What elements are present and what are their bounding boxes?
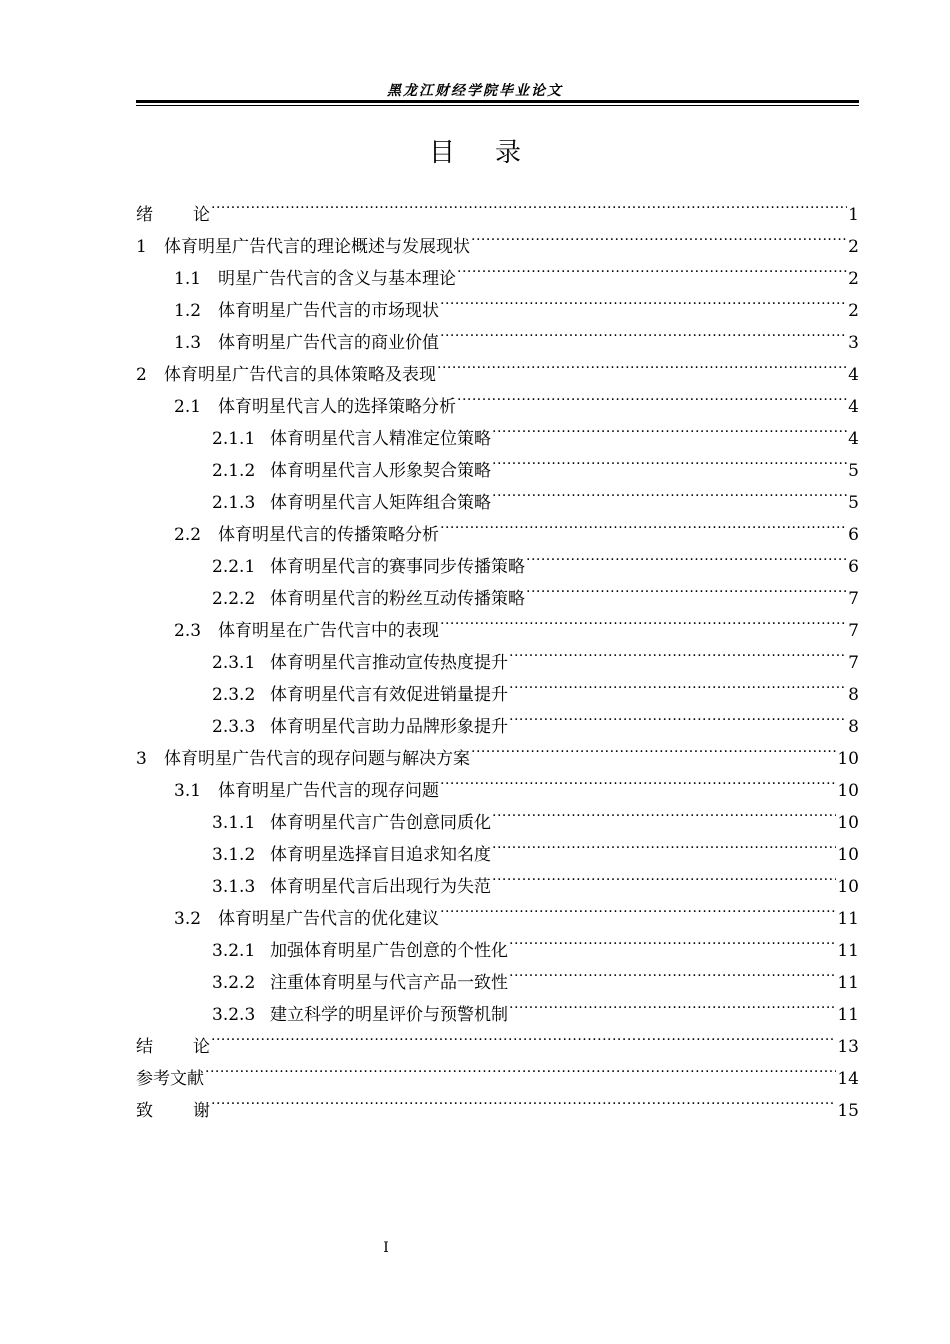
header-rule-thin <box>136 105 859 106</box>
toc-entry-number: 2.3 <box>174 621 202 641</box>
toc-entry-page: 6 <box>848 557 859 577</box>
toc-entry-page: 4 <box>848 429 859 449</box>
toc-entry-page: 8 <box>848 717 859 737</box>
toc-entry-title: 体育明星广告代言的市场现状 <box>218 301 439 321</box>
toc-leader-dots <box>205 1052 836 1084</box>
toc-entry-page: 1 <box>848 205 859 225</box>
toc-leader-dots <box>440 764 836 796</box>
toc-leader-dots <box>492 412 847 444</box>
toc-entry-page: 10 <box>837 749 859 769</box>
toc-entry-title: 致谢 <box>136 1101 210 1121</box>
toc-leader-dots <box>492 444 847 476</box>
toc-leader-dots <box>471 732 836 764</box>
toc-entry-title: 体育明星广告代言的商业价值 <box>218 333 439 353</box>
toc-entry-page: 10 <box>837 845 859 865</box>
toc-entry[interactable] <box>136 188 859 225</box>
toc-entry-title: 结论 <box>136 1037 210 1057</box>
toc-entry-number: 2.1 <box>174 397 202 417</box>
toc-entry-page: 11 <box>837 973 859 993</box>
toc-leader-dots <box>509 636 847 668</box>
toc-entry[interactable] <box>136 220 859 257</box>
toc-entry-number: 3 <box>136 749 147 769</box>
toc-entry-title: 体育明星选择盲目追求知名度 <box>270 845 491 865</box>
toc-entry[interactable] <box>136 1052 859 1089</box>
toc-entry-title: 体育明星广告代言的理论概述与发展现状 <box>164 237 470 257</box>
toc-entry-page: 15 <box>837 1101 859 1121</box>
toc-leader-dots <box>437 348 847 380</box>
toc-entry-title: 体育明星代言有效促进销量提升 <box>270 685 508 705</box>
toc-entry-number: 3.1 <box>174 781 202 801</box>
page-number: I <box>383 1240 389 1256</box>
toc-leader-dots <box>509 988 836 1020</box>
toc-leader-dots <box>440 892 836 924</box>
toc-leader-dots <box>526 572 847 604</box>
toc-entry-page: 7 <box>848 589 859 609</box>
toc-entry-title: 体育明星代言的传播策略分析 <box>218 525 439 545</box>
toc-entry-page: 8 <box>848 685 859 705</box>
toc-entry-title: 建立科学的明星评价与预警机制 <box>270 1005 508 1025</box>
toc-leader-dots <box>211 188 847 220</box>
toc-entry-page: 10 <box>837 813 859 833</box>
toc-leader-dots <box>211 1084 836 1116</box>
toc-entry-number: 2.3.1 <box>212 653 256 673</box>
running-header: 黑龙江财经学院毕业论文 <box>387 83 563 99</box>
toc-entry-number: 2.2.2 <box>212 589 256 609</box>
toc-entry-title: 体育明星广告代言的具体策略及表现 <box>164 365 436 385</box>
toc-entry-page: 11 <box>837 1005 859 1025</box>
toc-leader-dots <box>509 956 836 988</box>
toc-entry-title: 体育明星代言人的选择策略分析 <box>218 397 456 417</box>
toc-entry-title: 体育明星广告代言的现存问题与解决方案 <box>164 749 470 769</box>
toc-entry-number: 2 <box>136 365 147 385</box>
toc-entry-title: 明星广告代言的含义与基本理论 <box>218 269 456 289</box>
toc-entry-title: 体育明星代言助力品牌形象提升 <box>270 717 508 737</box>
toc-entry-number: 3.1.1 <box>212 813 256 833</box>
toc-leader-dots <box>457 252 847 284</box>
toc-entry-page: 11 <box>837 909 859 929</box>
toc-leader-dots <box>492 860 836 892</box>
toc-entry-page: 10 <box>837 877 859 897</box>
toc-entry-page: 10 <box>837 781 859 801</box>
toc-entry-title: 注重体育明星与代言产品一致性 <box>270 973 508 993</box>
toc-entry-title: 体育明星在广告代言中的表现 <box>218 621 439 641</box>
toc-leader-dots <box>492 828 836 860</box>
toc-entry-page: 11 <box>837 941 859 961</box>
toc-entry-number: 1.2 <box>174 301 202 321</box>
toc-entry-number: 1.1 <box>174 269 202 289</box>
toc-entry-page: 4 <box>848 365 859 385</box>
toc-entry-number: 2.2.1 <box>212 557 256 577</box>
toc-entry[interactable] <box>136 1084 859 1121</box>
toc-leader-dots <box>509 700 847 732</box>
toc-entry-number: 3.1.3 <box>212 877 256 897</box>
toc-entry-title: 体育明星广告代言的优化建议 <box>218 909 439 929</box>
toc-entry-number: 1 <box>136 237 147 257</box>
toc-entry-number: 2.3.3 <box>212 717 256 737</box>
toc-entry-page: 7 <box>848 653 859 673</box>
toc-entry-number: 1.3 <box>174 333 202 353</box>
toc-entry-title: 体育明星代言的赛事同步传播策略 <box>270 557 525 577</box>
toc-entry-number: 3.2.3 <box>212 1005 256 1025</box>
toc-entry-number: 2.2 <box>174 525 202 545</box>
toc-leader-dots <box>492 476 847 508</box>
toc-leader-dots <box>457 380 847 412</box>
toc-entry-page: 2 <box>848 301 859 321</box>
toc-heading: 目录 <box>428 138 561 168</box>
toc-entry-title: 体育明星代言广告创意同质化 <box>270 813 491 833</box>
toc-entry-number: 3.2.1 <box>212 941 256 961</box>
table-of-contents <box>136 188 859 1121</box>
toc-leader-dots <box>211 1020 836 1052</box>
toc-entry-number: 3.2.2 <box>212 973 256 993</box>
toc-leader-dots <box>509 668 847 700</box>
toc-entry-page: 2 <box>848 237 859 257</box>
toc-entry-title: 体育明星代言人精准定位策略 <box>270 429 491 449</box>
toc-entry-number: 2.1.1 <box>212 429 256 449</box>
toc-entry-page: 14 <box>837 1069 859 1089</box>
toc-entry-title: 体育明星代言的粉丝互动传播策略 <box>270 589 525 609</box>
toc-entry-page: 3 <box>848 333 859 353</box>
toc-entry-page: 5 <box>848 461 859 481</box>
toc-entry[interactable] <box>136 1020 859 1057</box>
toc-entry-number: 2.1.3 <box>212 493 256 513</box>
toc-entry-title: 体育明星广告代言的现存问题 <box>218 781 439 801</box>
toc-entry-title: 体育明星代言人矩阵组合策略 <box>270 493 491 513</box>
toc-leader-dots <box>526 540 847 572</box>
toc-leader-dots <box>471 220 847 252</box>
toc-entry-title: 参考文献 <box>136 1069 204 1089</box>
toc-entry-title: 加强体育明星广告创意的个性化 <box>270 941 508 961</box>
toc-entry-number: 3.2 <box>174 909 202 929</box>
toc-entry-number: 2.1.2 <box>212 461 256 481</box>
toc-leader-dots <box>440 604 847 636</box>
toc-leader-dots <box>440 508 847 540</box>
toc-entry-page: 7 <box>848 621 859 641</box>
header-rule-thick <box>136 100 859 103</box>
toc-leader-dots <box>440 316 847 348</box>
toc-entry-number: 2.3.2 <box>212 685 256 705</box>
toc-entry-page: 4 <box>848 397 859 417</box>
toc-entry-number: 3.1.2 <box>212 845 256 865</box>
toc-leader-dots <box>492 796 836 828</box>
toc-entry-page: 13 <box>837 1037 859 1057</box>
toc-entry-title: 体育明星代言推动宣传热度提升 <box>270 653 508 673</box>
toc-entry-page: 6 <box>848 525 859 545</box>
toc-entry-title: 绪论 <box>136 205 210 225</box>
toc-entry-title: 体育明星代言后出现行为失范 <box>270 877 491 897</box>
toc-entry-page: 5 <box>848 493 859 513</box>
toc-leader-dots <box>509 924 836 956</box>
toc-entry-title: 体育明星代言人形象契合策略 <box>270 461 491 481</box>
toc-entry-page: 2 <box>848 269 859 289</box>
toc-leader-dots <box>440 284 847 316</box>
